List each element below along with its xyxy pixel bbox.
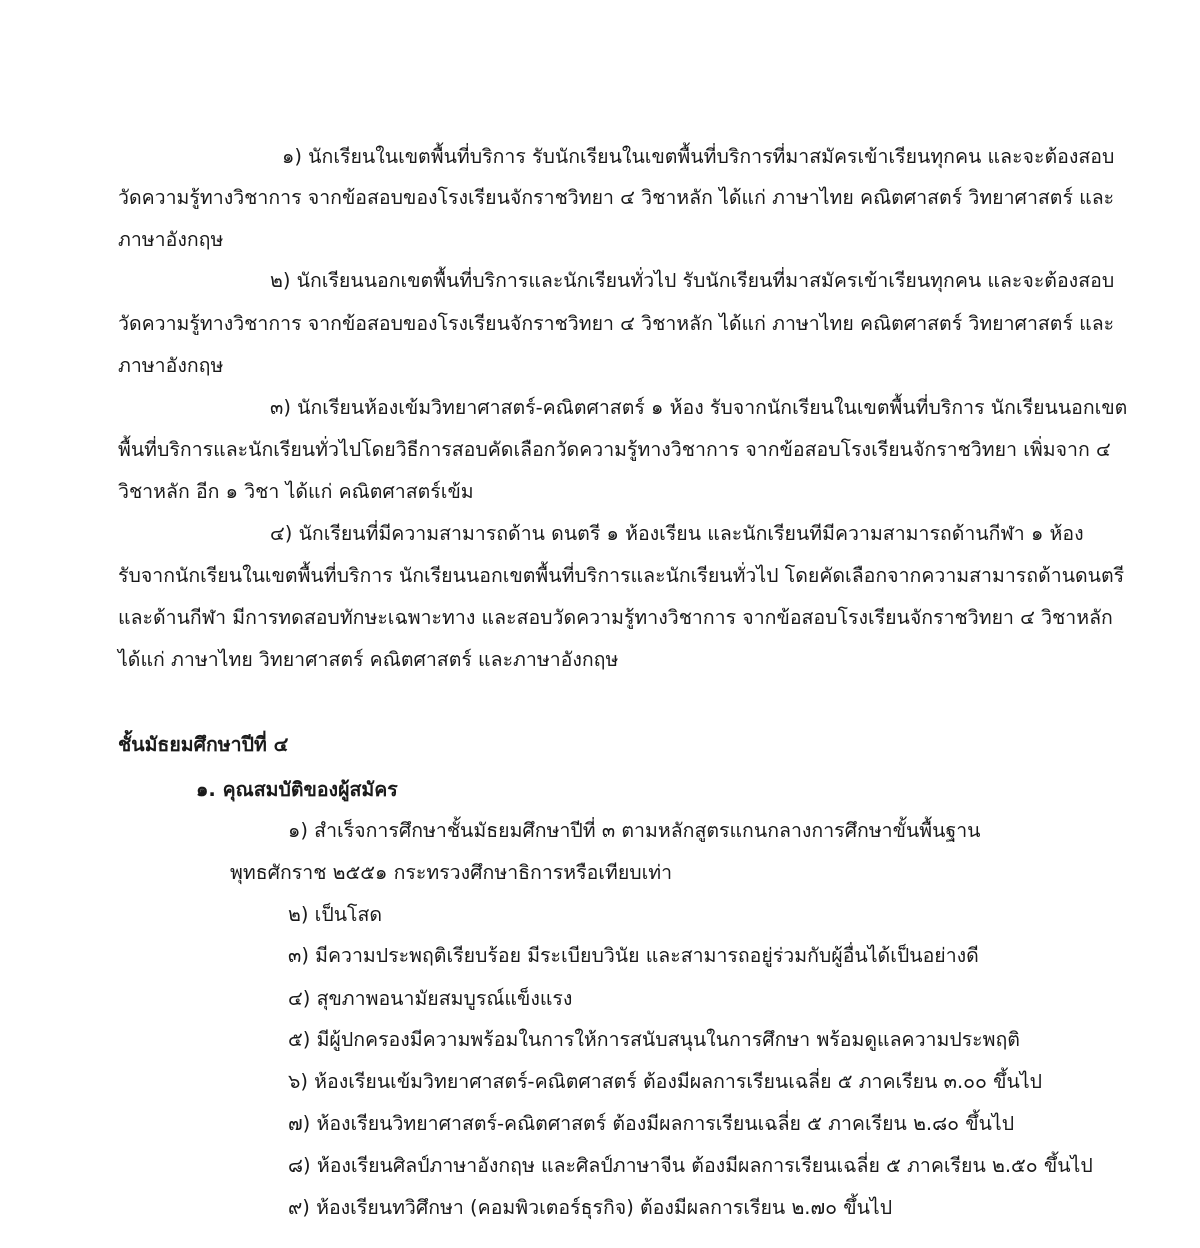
item-4-line-4: ได้แก่ ภาษาไทย วิทยาศาสตร์ คณิตศาสตร์ และภาษาอังกฤษ bbox=[118, 648, 619, 671]
qualification-6: ๖) ห้องเรียนเข้มวิทยาศาสตร์-คณิตศาสตร์ ต้องมีผลการเรียนเฉลี่ย ๕ ภาคเรียน ๓.๐๐ ขึ้นไป bbox=[288, 1070, 1043, 1093]
item-1-line-1: ๑) นักเรียนในเขตพื้นที่บริการ รับนักเรียนในเขตพื้นที่บริการที่มาสมัครเข้าเรียนทุกคน และจะต้องสอบ bbox=[282, 145, 1115, 168]
item-3-line-2: พื้นที่บริการและนักเรียนทั่วไปโดยวิธีการสอบคัดเลือกวัดความรู้ทางวิชาการ จากข้อสอบโรงเรียนจักราชวิทยา เพิ่มจาก ๔ bbox=[118, 438, 1111, 461]
item-1-line-3: ภาษาอังกฤษ bbox=[118, 228, 224, 251]
item-4-line-1: ๔) นักเรียนที่มีความสามารถด้าน ดนตรี ๑ ห้องเรียน และนักเรียนทีมีความสามารถด้านกีฬา ๑ ห้อง bbox=[270, 522, 1084, 545]
item-3-line-3: วิชาหลัก อีก ๑ วิชา ได้แก่ คณิตศาสตร์เข้ม bbox=[118, 480, 474, 503]
item-4-line-2: รับจากนักเรียนในเขตพื้นที่บริการ นักเรียนนอกเขตพื้นที่บริการและนักเรียนทั่วไป โดยคัดเลือกจากความสามารถด้านดนตรี bbox=[118, 564, 1125, 587]
item-1-line-2: วัดความรู้ทางวิชาการ จากข้อสอบของโรงเรียนจักราชวิทยา ๔ วิชาหลัก ได้แก่ ภาษาไทย คณิตศาสตร์ วิทยาศาสตร์ และ bbox=[118, 186, 1115, 209]
qualification-3: ๓) มีความประพฤติเรียบร้อย มีระเบียบวินัย และสามารถอยู่ร่วมกับผู้อื่นได้เป็นอย่างดี bbox=[288, 944, 979, 967]
qualification-9: ๙) ห้องเรียนทวิศึกษา (คอมพิวเตอร์ธุรกิจ) ต้องมีผลการเรียน ๒.๗๐ ขึ้นไป bbox=[288, 1196, 893, 1219]
item-2-line-3: ภาษาอังกฤษ bbox=[118, 354, 224, 377]
item-2-line-1: ๒) นักเรียนนอกเขตพื้นที่บริการและนักเรียนทั่วไป รับนักเรียนที่มาสมัครเข้าเรียนทุกคน และจะต้องสอบ bbox=[270, 269, 1115, 292]
item-3-line-1: ๓) นักเรียนห้องเข้มวิทยาศาสตร์-คณิตศาสตร์ ๑ ห้อง รับจากนักเรียนในเขตพื้นที่บริการ นักเรียนนอกเขต bbox=[270, 396, 1128, 419]
qualification-4: ๔) สุขภาพอนามัยสมบูรณ์แข็งแรง bbox=[288, 987, 573, 1010]
qualification-7: ๗) ห้องเรียนวิทยาศาสตร์-คณิตศาสตร์ ต้องมีผลการเรียนเฉลี่ย ๕ ภาคเรียน ๒.๘๐ ขึ้นไป bbox=[288, 1112, 1015, 1135]
qualification-5: ๕) มีผู้ปกครองมีความพร้อมในการให้การสนับสนุนในการศึกษา พร้อมดูแลความประพฤติ bbox=[288, 1028, 1020, 1051]
section-heading: ชั้นมัธยมศึกษาปีที่ ๔ bbox=[118, 733, 289, 756]
item-2-line-2: วัดความรู้ทางวิชาการ จากข้อสอบของโรงเรียนจักราชวิทยา ๔ วิชาหลัก ได้แก่ ภาษาไทย คณิตศาสตร์ วิทยาศาสตร์ และ bbox=[118, 312, 1115, 335]
qualification-1-line-1: ๑) สำเร็จการศึกษาชั้นมัธยมศึกษาปีที่ ๓ ตามหลักสูตรแกนกลางการศึกษาขั้นพื้นฐาน bbox=[288, 819, 981, 842]
qualification-8: ๘) ห้องเรียนศิลป์ภาษาอังกฤษ และศิลป์ภาษาจีน ต้องมีผลการเรียนเฉลี่ย ๕ ภาคเรียน ๒.๕๐ ขึ้นไป bbox=[288, 1154, 1093, 1177]
qualification-1-line-2: พุทธศักราช ๒๕๕๑ กระทรวงศึกษาธิการหรือเทียบเท่า bbox=[230, 861, 673, 884]
qualification-2: ๒) เป็นโสด bbox=[288, 903, 383, 926]
subsection-heading: ๑. คุณสมบัติของผู้สมัคร bbox=[196, 778, 398, 801]
item-4-line-3: และด้านกีฬา มีการทดสอบทักษะเฉพาะทาง และสอบวัดความรู้ทางวิชาการ จากข้อสอบโรงเรียนจักราชวิทยา ๔ วิชาหลัก bbox=[118, 606, 1113, 629]
